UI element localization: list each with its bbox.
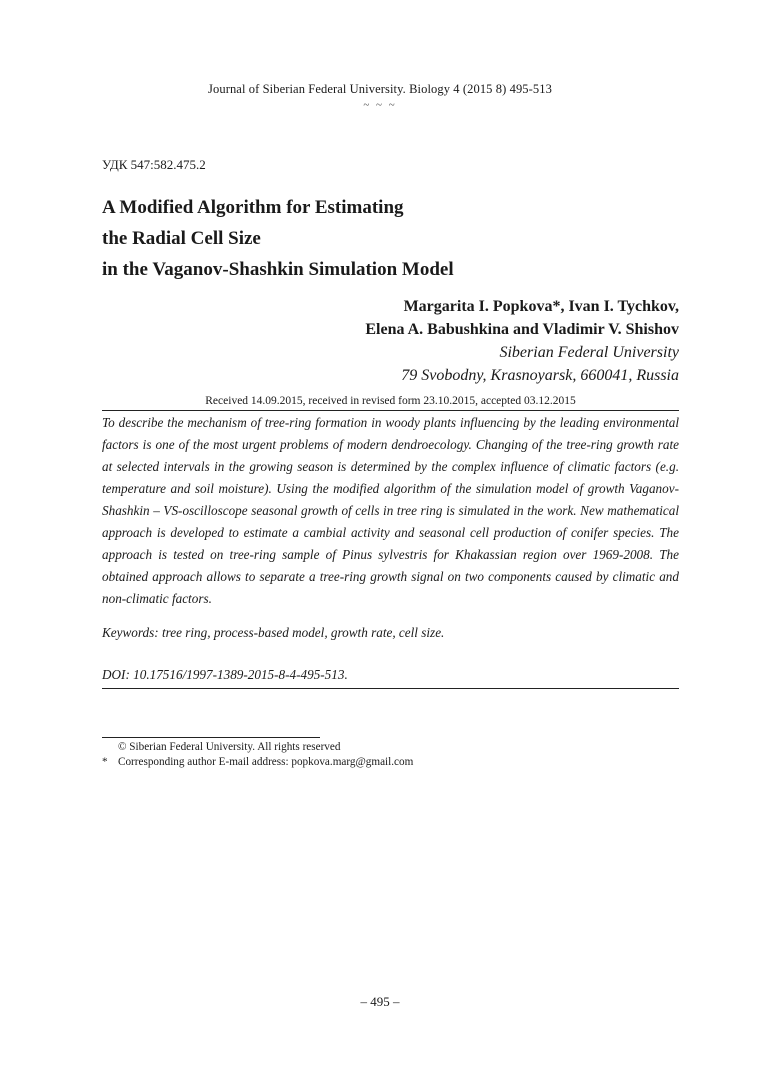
abstract-text: To describe the mechanism of tree-ring formation in woody plants influencing by the leading environmental factors is one of the most urgent problems of modern dendroecology. Changing of the tree-ring growth rate at selected intervals in the growing season is determined by the complex influence of climatic factors (e.g. temperature and soil moisture). Using the modified algorithm of the simulation model of growth Vaganov-Shashkin – VS-oscilloscope seasonal growth of cells in tree ring is simulated in the work. New mathematical approach is developed to estimate a cambial activity and seasonal cell production of conifer species. The approach is tested on tree-ring sample of Pinus sylvestris for Khakassian region over 1969-2008. The obtained approach allows to separate a tree-ring growth signal on two components caused by climatic and non-climatic factors.	[102, 415, 679, 606]
corresponding-email-text: Corresponding author E-mail address: popkova.marg@gmail.com	[118, 756, 414, 768]
page-number: – 495 –	[360, 994, 400, 1009]
doi: DOI: 10.17516/1997-1389-2015-8-4-495-513.	[102, 667, 348, 682]
article-title	[102, 192, 662, 285]
title-line-3: in the Vaganov-Shashkin Simulation Model	[102, 259, 454, 280]
keywords: Keywords: tree ring, process-based model, growth rate, cell size.	[102, 625, 445, 640]
affiliation-address: 79 Svobodny, Krasnoyarsk, 660041, Russia	[401, 367, 679, 384]
author-block	[119, 295, 679, 387]
footnote-rule	[102, 737, 320, 738]
title-line-1: A Modified Algorithm for Estimating	[102, 197, 404, 218]
footnote-corresponding	[102, 756, 662, 768]
abstract-bottom-rule	[102, 688, 679, 689]
received-dates: Received 14.09.2015, received in revised form 23.10.2015, accepted 03.12.2015	[205, 395, 576, 407]
header-ornament: ~ ~ ~	[363, 99, 397, 111]
authors-line-1: Margarita I. Popkova*, Ivan I. Tychkov,	[403, 298, 679, 315]
authors-line-2: Elena A. Babushkina and Vladimir V. Shishov	[365, 321, 679, 338]
udc-code: УДК 547:582.475.2	[102, 157, 206, 172]
footnote-copyright	[102, 741, 662, 753]
affiliation: Siberian Federal University	[499, 344, 679, 361]
journal-header: Journal of Siberian Federal University. Biology 4 (2015 8) 495-513	[208, 82, 552, 96]
title-line-2: the Radial Cell Size	[102, 228, 261, 249]
copyright-text: © Siberian Federal University. All rights reserved	[118, 741, 341, 753]
abstract-top-rule	[102, 410, 679, 411]
footnote-asterisk: *	[102, 756, 108, 768]
